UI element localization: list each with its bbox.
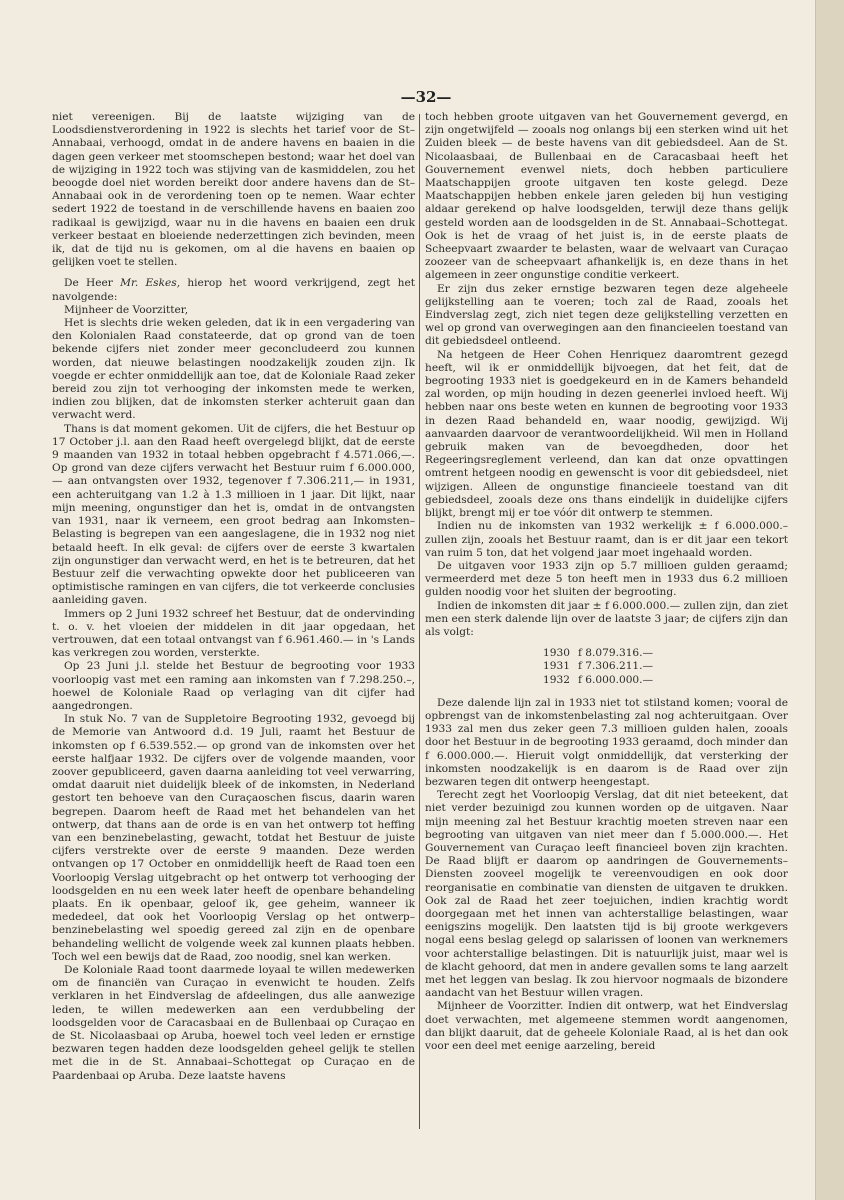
table-cell-year: 1931 xyxy=(543,660,570,673)
paragraph: Het is slechts drie weken geleden, dat ik in een vergadering van den Kolonialen Raad constateerde, dat op grond van de toen bekende cijfers niet zonder meer geconcludeerd zou kunnen worden, dat nieuwe belastingen noodzakelijk zouden zijn. Ik voegde er echter onmiddellijk aan toe, dat de Koloniale Raad zeker bereid zou zijn tot verhooging der inkomsten mede te werken, indien zou blijken, dat de inkomsten sterker achteruit gaan dan verwacht werd. xyxy=(52,317,415,422)
paragraph: Er zijn dus zeker ernstige bezwaren tegen deze algeheele gelijkstelling aan te voeren; toch zal de Raad, zooals het Eindverslag zegt, zich niet tegen deze gelijkstelling verzetten en wel op grond van overwegingen aan den financieelen toestand van dit gebiedsdeel ontleend. xyxy=(425,282,788,348)
speaker-name: Mr. Eskes, xyxy=(120,277,181,290)
column-divider xyxy=(419,114,420,1129)
text-run: hierop het woord verkrijgend, zegt het navolgende: xyxy=(52,277,415,303)
table-row xyxy=(543,674,661,687)
binder-edge xyxy=(815,0,844,1200)
revenue-table xyxy=(543,647,661,687)
paragraph: Terecht zegt het Voorloopig Verslag, dat dit niet beteekent, dat niet verder bezuinigd zou kunnen worden op de uitgaven. Naar mijn meening zal het Bestuur krachtig moeten streven naar een begrooting van uitgaven van niet meer dan f 5.000.000.—. Het Gouvernement van Curaçao leeft financieel boven zijn krachten. De Raad blijft er daarom op aandringen de Gouvernements–Diensten zooveel mogelijk te vereenvoudigen en ook door reorganisatie en combinatie van diensten de uitgaven te drukken. Ook zal de Raad het zeer toejuichen, indien krachtig wordt doorgegaan met het innen van achterstallige belastingen, waar eenigszins mogelijk. Den laatsten tijd is bij groote werkgevers nogal eens beslag gelegd op salarissen of loonen van werknemers voor achterstallige belastingen. Dit is natuurlijk juist, maar wel is de klacht gehoord, dat men in andere gevallen soms te lang aarzelt met het leggen van beslag. Ik zou hiervoor nogmaals de bizondere aandacht van het Bestuur willen vragen. xyxy=(425,789,788,1000)
paragraph: Na hetgeen de Heer Cohen Henriquez daaromtrent gezegd heeft, wil ik er onmiddellijk bijvoegen, dat het feit, dat de begrooting 1933 niet is goedgekeurd en in de Kamers behandeld zal worden, op mijn houding in dezen geenerlei invloed heeft. Wij hebben naar ons beste weten en kunnen de begrooting voor 1933 in dezen Raad behandeld en, waar noodig, gewijzigd. Wij aanvaarden daarvoor de verantwoordelijkheid. Wil men in Holland gebruik maken van de bevoegdheden, door het Regeeringsreglement verleend, dan kan dat onze opvattingen omtrent hetgeen noodig en gewenscht is voor dit gebiedsdeel, niet wijzigen. Alleen de ongunstige financieele toestand van dit gebiedsdeel, zooals deze ons thans eindelijk in duidelijke cijfers blijkt, brengt mij er toe vóór dit ontwerp te stemmen. xyxy=(425,348,788,520)
paragraph: Thans is dat moment gekomen. Uit de cijfers, die het Bestuur op 17 October j.l. aan den Raad heeft overgelegd blijkt, dat de eerste 9 maanden van 1932 in totaal hebben opgebracht f 4.571.066,—. Op grond van deze cijfers verwacht het Bestuur ruim f 6.000.000,— aan ontvangsten over 1932, tegenover f 7.306.211,— in 1931, een achteruitgang van 1.2 à 1.3 millioen in 1 jaar. Dit lijkt, naar mijn meening, ongunstiger dan het is, omdat in de ontvangsten van 1931, naar ik verneem, een groot bedrag aan Inkomsten–Belasting is begrepen van een aangeslagene, die in 1932 nog niet betaald heeft. In elk geval: de cijfers over de eerste 3 kwartalen zijn ongunstiger dan verwacht werd, en het is te betreuren, dat het Bestuur zelf die verwachting opwekte door het publiceeren van optimistische ramingen en van cijfers, die tot verkeerde conclusies aanleiding gaven. xyxy=(52,422,415,607)
paragraph: De Koloniale Raad toont daarmede loyaal te willen medewerken om de financiën van Curaçao in evenwicht te houden. Zelfs verklaren in het Eindverslag de afdeelingen, dus alle aanwezige leden, te willen medewerken aan een verdubbeling der loodsgelden voor de Caracasbaai en de Bullenbaai op Curaçao en de St. Nicolaasbaai op Aruba, hoewel toch veel leden er ernstige bezwaren tegen hadden deze loodsgelden geheel gelijk te stellen met die in de St. Annabaai–Schottegat op Curaçao en de Paardenbaai op Aruba. Deze laatste havens xyxy=(52,964,415,1082)
paragraph: Mijnheer de Voorzitter. Indien dit ontwerp, wat het Eindverslag doet verwachten, met algemeene stemmen wordt aangenomen, dan blijkt daaruit, dat de geheele Koloniale Raad, al is het dan ook voor een deel met eenige aarzeling, bereid xyxy=(425,1000,788,1053)
table-row xyxy=(543,647,661,660)
paragraph: toch hebben groote uitgaven van het Gouvernement gevergd, en zijn ongetwijfeld — zooals nog onlangs bij een sterken wind uit het Zuiden bleek — de beste havens van dit gebiedsdeel. Aan de St. Nicolaasbaai, de Bullenbaai en de Caracasbaai heeft het Gouvernement evenwel niets, doch hebben particuliere Maatschappijen groote uitgaven ten koste gelegd. Deze Maatschappijen hebben enkele jaren geleden bij hun vestiging aldaar gerekend op halve loodsgelden, terwijl deze thans gelijk gesteld worden aan de loodsgelden in de St. Annabaai–Schottegat. Ook is het de vraag of het juist is, in de eerste plaats de Scheepvaart zwaarder te belasten, waar de welvaart van Curaçao zoozeer van de scheepvaart afhankelijk is, en deze thans in het algemeen in zeer ongunstige conditie verkeert. xyxy=(425,111,788,282)
paragraph: niet vereenigen. Bij de laatste wijziging van de Loodsdienstverordening in 1922 is slechts het tarief voor de St–Annabaai, verhoogd, omdat in de andere havens en baaien in die dagen geen verkeer met stoomschepen bestond; waar het doel van de wijziging in 1922 toch was stijving van de kasmiddelen, zou het beoogde doel niet worden bereikt door andere havens dan de St–Annabaai ook in de verordening toen op te nemen. Waar echter sedert 1922 de toestand in de verschillende havens en baaien zoo radikaal is gewijzigd, waar nu in die havens en baaien een druk verkeer bestaat en bloeiende nederzettingen zich bevinden, meen ik, dat de tijd nu is gekomen, om al die havens en baaien op gelijken voet te stellen. xyxy=(52,111,415,269)
paragraph: De uitgaven voor 1933 zijn op 5.7 millioen gulden geraamd; vermeerderd met deze 5 ton heeft men in 1933 dus 6.2 millioen gulden noodig voor het sluiten der begrooting. xyxy=(425,559,788,599)
paragraph: Op 23 Juni j.l. stelde het Bestuur de begrooting voor 1933 voorloopig vast met een raming aan inkomsten van f 7.298.250.–, hoewel de Koloniale Raad op verlaging van dit cijfer had aangedrongen. xyxy=(52,660,415,712)
table-cell-amount: f 7.306.211.— xyxy=(577,660,654,673)
table-cell-amount: f 8.079.316.— xyxy=(577,647,654,660)
paragraph: In stuk No. 7 van de Suppletoire Begrooting 1932, gevoegd bij de Memorie van Antwoord d.d. 19 Juli, raamt het Bestuur de inkomsten op f 6.539.552.— op grond van de inkomsten over het eerste halfjaar 1932. De cijfers over de volgende maanden, voor zoover gepubliceerd, gaven daarna aanleiding tot veel verwarring, omdat daaruit niet duidelijk bleek of de inkomsten, in Nederland gestort ten behoeve van den Curaçaoschen fiscus, daarin waren begrepen. Daarom heeft de Raad met het behandelen van het ontwerp, dat thans aan de orde is en van het ontwerp tot heffing van een benzinebelasting, gewacht, totdat het Bestuur de juiste cijfers verstrekte over de eerste 9 maanden. Deze werden ontvangen op 17 October en onmiddellijk heeft de Raad toen een Voorloopig Verslag uitgebracht op het ontwerp tot verhooging der loodsgelden en nu een week later heeft de openbare behandeling plaats. En ik openbaar, geloof ik, gee geheim, wanneer ik mededeel, dat ook het Voorloopig Verslag op het ontwerp–benzinebelasting wel spoedig gereed zal zijn en de openbare behandeling wellicht de volgende week zal kunnen plaats hebben. Toch wel een bewijs dat de Raad, zoo noodig, snel kan werken. xyxy=(52,713,415,963)
paragraph: Immers op 2 Juni 1932 schreef het Bestuur, dat de ondervinding t. o. v. het vloeien der middelen in dit jaar opgedaan, het vertrouwen, dat een totaal ontvangst van f 6.961.460.— in 's Lands kas verkregen zou worden, versterkte. xyxy=(52,607,415,660)
text-run: De Heer xyxy=(64,277,121,290)
salutation: Mijnheer de Voorzitter, xyxy=(64,303,189,316)
paragraph: Deze dalende lijn zal in 1933 niet tot stilstand komen; vooral de opbrengst van de inkomstenbelasting zal nog achteruitgaan. Over 1933 zal men dus zeker geen 7.3 millioen gulden halen, zooals door het Bestuur in de begrooting 1933 geraamd, doch minder dan f 6.000.000.—. Hieruit volgt onmiddellijk, dat versterking der inkomsten noodzakelijk is en daarom is de Raad over zijn bezwaren tegen dit ontwerp heengestapt. xyxy=(425,696,788,788)
paragraph: Indien de inkomsten dit jaar ± f 6.000.000.— zullen zijn, dan ziet men een sterk dalende lijn over de laatste 3 jaar; de cijfers zijn dan als volgt: xyxy=(425,599,788,638)
page-number: —32— xyxy=(400,88,452,106)
table-row xyxy=(543,660,661,673)
left-column xyxy=(52,111,415,1083)
table-cell-year: 1930 xyxy=(543,647,570,660)
paragraph xyxy=(52,277,415,303)
table-cell-amount: f 6.000.000.— xyxy=(577,673,654,686)
paragraph: Indien nu de inkomsten van 1932 werkelijk ± f 6.000.000.– zullen zijn, zooals het Bestuur raamt, dan is er dit jaar een tekort van ruim 5 ton, dat het volgend jaar moet ingehaald worden. xyxy=(425,520,788,559)
right-column xyxy=(425,111,788,1053)
table-cell-year: 1932 xyxy=(543,673,570,686)
